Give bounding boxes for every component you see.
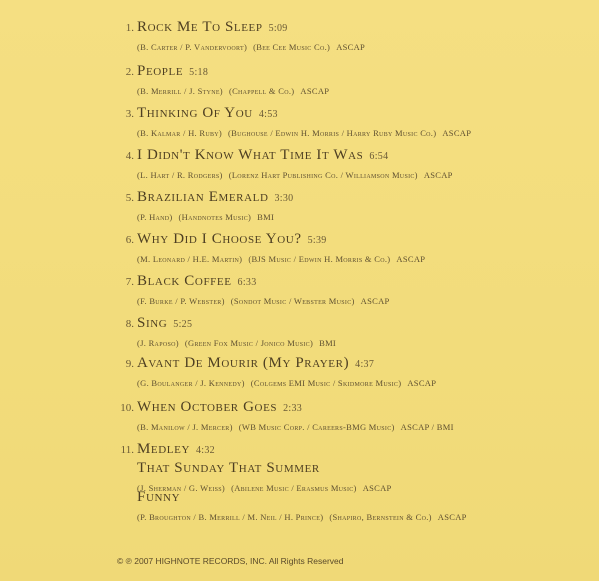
track-title: Avant De Mourir (My Prayer) (137, 355, 350, 371)
credit-text: (Sondot Music / Webster Music) (230, 296, 355, 306)
track-title: Black Coffee (137, 273, 232, 289)
track-title-line (137, 272, 257, 290)
credit-text: ASCAP / BMI (400, 422, 454, 432)
track-title: Brazilian Emerald (137, 189, 269, 205)
credit-text: (Green Fox Music / Jonico Music) (184, 338, 314, 348)
track-duration: 5:18 (189, 67, 209, 78)
track-title-line (137, 354, 374, 372)
track-title: People (137, 63, 184, 79)
credit-text: (J. Sherman / G. Weiss) (137, 483, 226, 493)
track-title: Rock Me To Sleep (137, 19, 263, 35)
credit-text: (Lorenz Hart Publishing Co. / Williamson Music) (228, 170, 418, 180)
track-title: Sing (137, 315, 168, 331)
credit-text: ASCAP (360, 296, 390, 306)
credit-text: (Abilene Music / Erasmus Music) (231, 483, 357, 493)
track-credits (137, 170, 459, 180)
credit-text: (Handnotes Music) (178, 212, 252, 222)
credit-text: BMI (257, 212, 275, 222)
medley-title: Funny (137, 489, 181, 505)
track-credits (137, 378, 442, 388)
credit-text: (L. Hart / R. Rodgers) (137, 170, 223, 180)
credit-text: ASCAP (442, 128, 472, 138)
track-number: 1. (125, 22, 134, 34)
credit-text: (Colgems EMI Music / Skidmore Music) (250, 378, 402, 388)
track-duration: 3:30 (274, 193, 294, 204)
track-title-line (137, 398, 302, 416)
track-credits (137, 128, 477, 138)
credit-text: (Bughouse / Edwin H. Morris / Harry Ruby Music Co.) (228, 128, 437, 138)
credit-text: ASCAP (362, 483, 392, 493)
credit-text: (J. Raposo) (137, 338, 179, 348)
credit-text: ASCAP (423, 170, 453, 180)
credit-text: ASCAP (407, 378, 437, 388)
credit-text: BMI (319, 338, 337, 348)
credit-text: (Chappell & Co.) (228, 86, 295, 96)
track-number: 8. (125, 318, 134, 330)
track-duration: 4:37 (355, 359, 375, 370)
credit-text: ASCAP (396, 254, 426, 264)
credit-text: (M. Leonard / H.E. Martin) (137, 254, 243, 264)
track-duration: 2:33 (283, 403, 303, 414)
track-duration: 4:53 (258, 109, 278, 120)
credit-text: (P. Broughton / B. Merrill / M. Neil / H. Prince) (137, 512, 324, 522)
track-duration: 5:09 (268, 23, 288, 34)
track-number: 10. (120, 402, 134, 414)
track-title: Thinking Of You (137, 105, 253, 121)
track-title: When October Goes (137, 399, 278, 415)
track-number: 9. (125, 358, 134, 370)
track-duration: 6:54 (369, 151, 389, 162)
credit-text: (B. Kalmar / H. Ruby) (137, 128, 223, 138)
credit-text: (B. Merrill / J. Styne) (137, 86, 223, 96)
track-title-line (137, 104, 278, 122)
track-credits (137, 422, 460, 432)
medley-title: That Sunday That Summer (137, 460, 320, 476)
credit-text: (BJS Music / Edwin H. Morris & Co.) (248, 254, 391, 264)
track-credits (137, 296, 396, 306)
track-credits (137, 212, 280, 222)
credit-text: ASCAP (300, 86, 330, 96)
track-title: I Didn't Know What Time It Was (137, 147, 364, 163)
track-number: 7. (125, 276, 134, 288)
credit-text: (Shapiro, Bernstein & Co.) (329, 512, 432, 522)
track-number: 4. (125, 150, 134, 162)
credit-text: (B. Manilow / J. Mercer) (137, 422, 233, 432)
track-title-line (137, 230, 327, 248)
track-title-line (137, 314, 192, 332)
track-credits (137, 512, 473, 522)
credit-text: ASCAP (437, 512, 467, 522)
track-number: 5. (125, 192, 134, 204)
track-title-line (137, 188, 293, 206)
track-title-line (137, 18, 288, 36)
track-number: 6. (125, 234, 134, 246)
track-duration: 5:39 (307, 235, 327, 246)
track-title-line (137, 146, 388, 164)
track-credits (137, 86, 335, 96)
track-title: Why Did I Choose You? (137, 231, 302, 247)
credit-text: (B. Carter / P. Vandervoort) (137, 42, 248, 52)
copyright-notice: © ℗ 2007 HIGHNOTE RECORDS, INC. All Rights Reserved (117, 556, 344, 566)
track-credits (137, 42, 371, 52)
track-duration: 4:32 (195, 445, 215, 456)
credit-text: (P. Hand) (137, 212, 173, 222)
track-duration: 6:33 (237, 277, 257, 288)
track-title-line (137, 62, 208, 80)
track-title: Medley (137, 441, 190, 457)
credit-text: (WB Music Corp. / Careers-BMG Music) (238, 422, 395, 432)
track-credits (137, 338, 342, 348)
track-number: 2. (125, 66, 134, 78)
medley-title-line (137, 459, 320, 477)
medley-title-line (137, 488, 180, 506)
track-title-line (137, 440, 215, 458)
track-duration: 5:25 (173, 319, 193, 330)
credit-text: ASCAP (336, 42, 366, 52)
credit-text: (G. Boulanger / J. Kennedy) (137, 378, 245, 388)
track-number: 3. (125, 108, 134, 120)
credit-text: (Bee Cee Music Co.) (253, 42, 331, 52)
track-credits (137, 254, 431, 264)
credit-text: (F. Burke / P. Webster) (137, 296, 225, 306)
track-number: 11. (120, 444, 134, 456)
